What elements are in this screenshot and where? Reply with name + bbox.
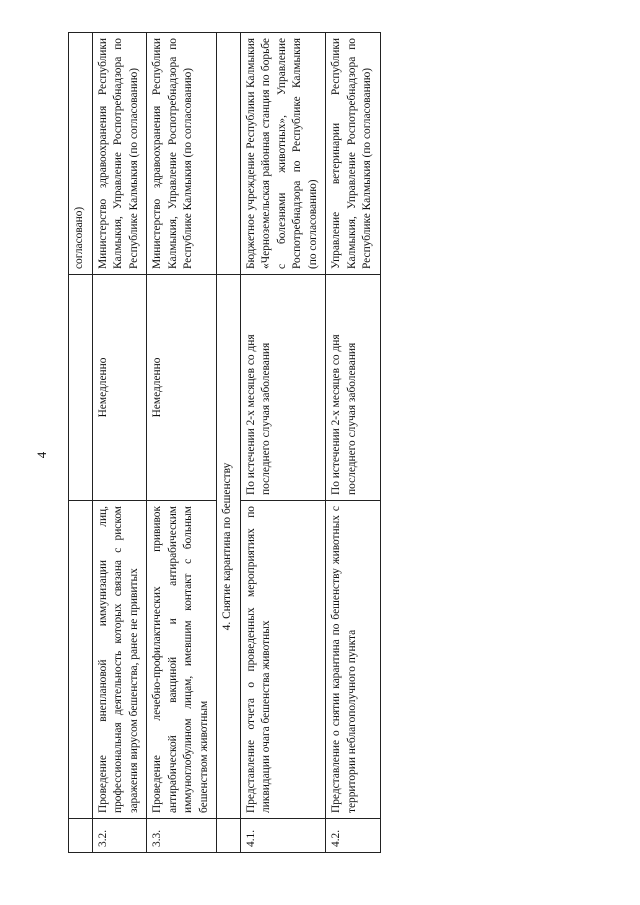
row-number: 4.1. <box>240 819 326 853</box>
row-responsible: Министерство здравоохранения Республики Калмыкия, Управление Роспотребнадзора по Республике Калмыкия (по согласованию) <box>92 33 147 275</box>
row-responsible: Управление ветеринарии Республики Калмыкия, Управление Роспотребнадзора по Республике Калмыкия (по согласованию) <box>326 33 381 275</box>
table-cell-empty <box>217 819 241 853</box>
row-action: Представление о снятии карантина по бешенству животных с территории неблагополучного пункта <box>326 501 381 819</box>
section-title: 4. Снятие карантина по бешенству <box>217 275 241 819</box>
table-row <box>240 33 326 853</box>
row-number: 3.3. <box>147 819 217 853</box>
row-term: По истечении 2-х месяцев со дня последнего случая заболевания <box>326 275 381 501</box>
row-action: Представление отчета о проведенных мероприятиях по ликвидации очага бешенства животных <box>240 501 326 819</box>
continued-cell-text: согласовано) <box>69 33 93 275</box>
row-term: Немедленно <box>92 275 147 501</box>
row-number: 3.2. <box>92 819 147 853</box>
row-action: Проведение лечебно-профилактических прививок антирабической вакциной и антирабическим иммуноглобулином лицам, имевшим контакт с больным бешенством животным <box>147 501 217 819</box>
row-term: По истечении 2-х месяцев со дня последнего случая заболевания <box>240 275 326 501</box>
row-term: Немедленно <box>147 275 217 501</box>
section-header-row <box>217 33 241 853</box>
table-cell-empty <box>69 819 93 853</box>
page-number: 4 <box>34 451 49 459</box>
row-responsible: Бюджетное учреждение Республики Калмыкия «Черноземельская районная станция по борьбе с болезнями животных», Управление Роспотребнадзора по Республике Калмыкия (по согласованию) <box>240 33 326 275</box>
table-cell-empty <box>217 33 241 275</box>
row-responsible: Министерство здравоохранения Республики Калмыкия, Управление Роспотребнадзора по Республике Калмыкия (по согласованию) <box>147 33 217 275</box>
table-cell-empty <box>69 275 93 501</box>
table-row <box>92 33 147 853</box>
measures-table <box>68 32 381 853</box>
table-row-continuation <box>69 33 93 853</box>
row-number: 4.2. <box>326 819 381 853</box>
row-action: Проведение внеплановой иммунизации лиц, профессиональная деятельность которых связана с риском заражения вирусом бешенства, ранее не привитых <box>92 501 147 819</box>
table-row <box>147 33 217 853</box>
table-row <box>326 33 381 853</box>
table-cell-empty <box>69 501 93 819</box>
